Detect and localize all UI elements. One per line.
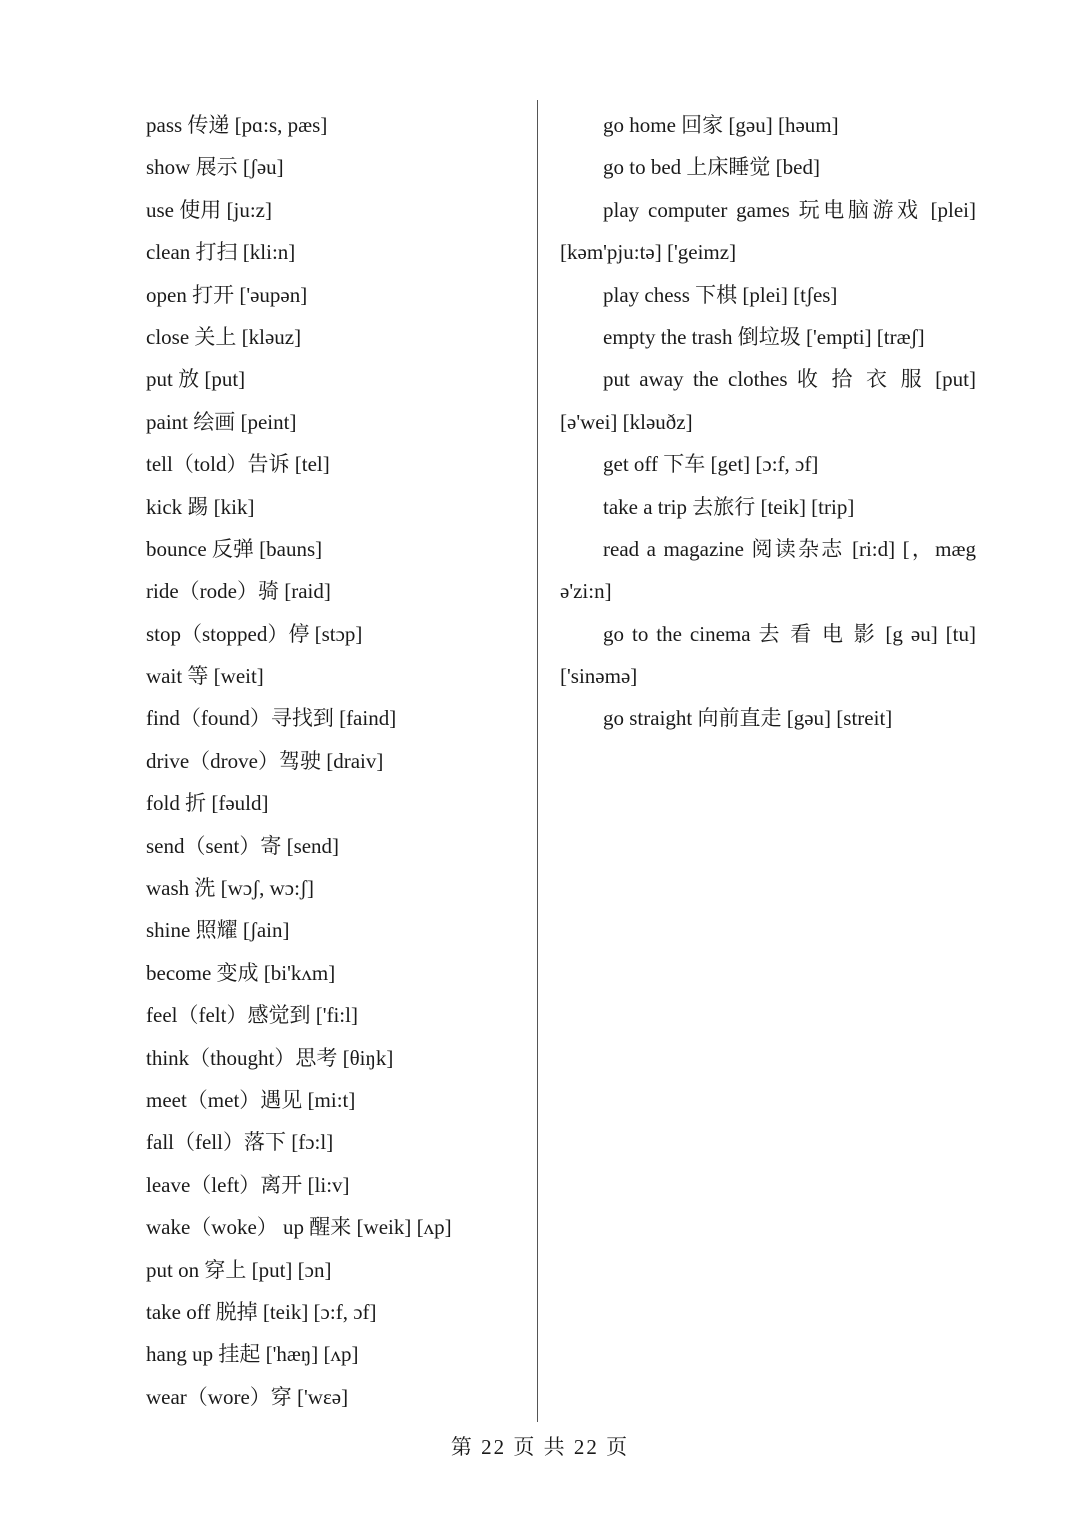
vocab-entry-continuation: ə'zi:n]	[560, 579, 612, 604]
vocab-entry: leave（left）离开 [li:v]	[146, 1172, 350, 1197]
vocab-entry: put 放 [put]	[146, 367, 246, 392]
vocab-entry: take off 脱掉 [teik] [ɔ:f, ɔf]	[146, 1299, 377, 1324]
vocab-entry: pass 传递 [pɑ:s, pæs]	[146, 113, 328, 137]
vocab-entry: fall（fell）落下 [fɔ:l]	[146, 1130, 334, 1155]
vocab-entry: stop（stopped）停 [stɔp]	[146, 621, 363, 646]
vocabulary-column-left	[146, 104, 516, 1418]
vocab-entry: close 关上 [kləuz]	[146, 324, 302, 349]
vocab-entry: ride（rode）骑 [raid]	[146, 579, 331, 604]
vocab-entry: tell（told）告诉 [tel]	[146, 452, 330, 477]
vocab-entry: wear（wore）穿 ['wɛə]	[146, 1384, 349, 1409]
vocab-entry: use 使用 [ju:z]	[146, 197, 272, 222]
vocab-entry: go home 回家 [gəu] [həum]	[603, 113, 839, 137]
vocab-entry: drive（drove）驾驶 [draiv]	[146, 748, 384, 773]
vocab-entry: kick 踢 [kik]	[146, 494, 255, 519]
vocab-entry: wash 洗 [wɔʃ, wɔ:ʃ]	[146, 876, 314, 901]
vocab-entry: go straight 向前直走 [gəu] [streit]	[603, 706, 893, 731]
vocab-entry: clean 打扫 [kli:n]	[146, 240, 296, 265]
vocab-entry: shine 照耀 [ʃain]	[146, 918, 290, 943]
vocab-entry: open 打开 ['əupən]	[146, 282, 308, 307]
vocab-entry: wake（woke） up 醒来 [weik] [ʌp]	[146, 1215, 452, 1240]
vocab-entry: play chess 下棋 [plei] [tʃes]	[603, 282, 838, 307]
vocab-entry: wait 等 [weit]	[146, 664, 264, 689]
vocab-entry: send（sent）寄 [send]	[146, 833, 340, 858]
vocab-entry: think（thought）思考 [θiŋk]	[146, 1045, 394, 1070]
vocab-entry: read a magazine 阅读杂志 [ri:d] [，mæg	[603, 536, 976, 561]
vocab-entry: meet（met）遇见 [mi:t]	[146, 1087, 356, 1112]
vocab-entry: paint 绘画 [peint]	[146, 409, 297, 434]
vocab-entry-continuation: [kəm'pju:tə] ['geimz]	[560, 240, 737, 265]
vocabulary-column-right	[560, 104, 976, 740]
vocab-entry: go to bed 上床睡觉 [bed]	[603, 155, 820, 180]
vocab-entry: put away the clothes 收 拾 衣 服 [put]	[603, 367, 976, 392]
vocab-entry: take a trip 去旅行 [teik] [trip]	[603, 494, 855, 519]
vocab-entry: bounce 反弹 [bauns]	[146, 536, 323, 561]
vocab-entry: put on 穿上 [put] [ɔn]	[146, 1257, 332, 1282]
vocab-entry: empty the trash 倒垃圾 ['empti] [træʃ]	[603, 324, 925, 349]
vocab-entry: hang up 挂起 ['hæŋ] [ʌp]	[146, 1342, 359, 1367]
vocab-entry-continuation: [ə'wei] [kləuðz]	[560, 409, 693, 434]
column-divider	[537, 100, 538, 1422]
vocab-entry: go to the cinema 去 看 电 影 [g əu] [tu]	[603, 621, 976, 646]
vocab-entry: get off 下车 [get] [ɔ:f, ɔf]	[603, 452, 819, 477]
vocab-entry: fold 折 [fəuld]	[146, 791, 269, 816]
vocab-entry: play computer games 玩电脑游戏 [plei]	[603, 197, 976, 222]
page-footer: 第 22 页 共 22 页	[450, 1435, 630, 1459]
vocab-entry: feel（felt）感觉到 ['fi:l]	[146, 1003, 358, 1028]
vocab-entry: become 变成 [bi'kʌm]	[146, 960, 336, 985]
vocab-entry: find（found）寻找到 [faind]	[146, 706, 397, 731]
vocab-entry-continuation: ['sinəmə]	[560, 664, 638, 689]
vocab-entry: show 展示 [ʃəu]	[146, 155, 284, 180]
